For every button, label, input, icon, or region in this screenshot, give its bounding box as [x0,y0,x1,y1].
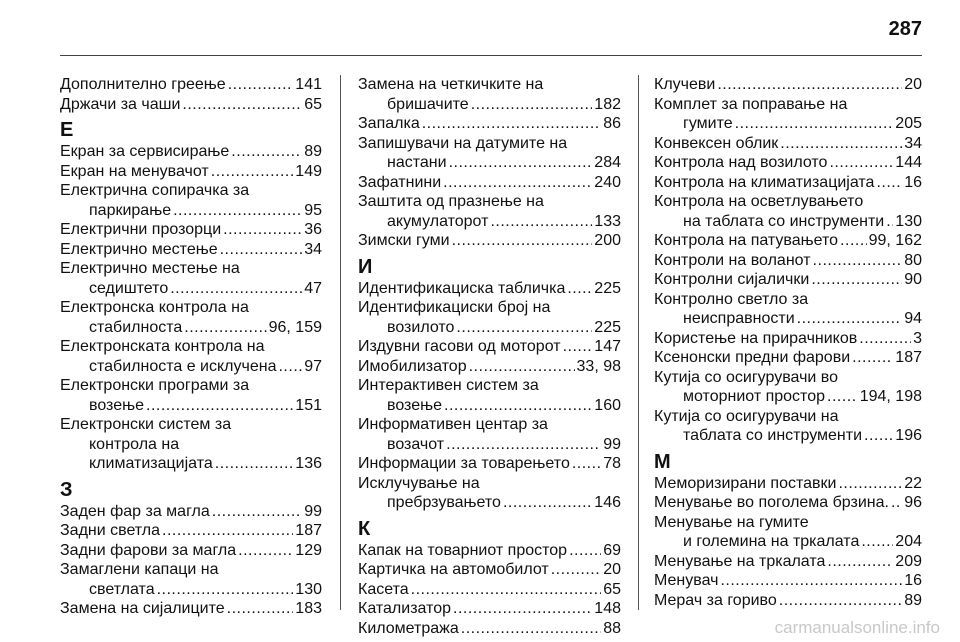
index-entry [60,162,322,182]
leader-dots [449,153,593,173]
index-entry-text: Дополнително греење [60,76,226,93]
index-page-ref: 20 [904,76,922,93]
leader-dots [886,212,893,232]
index-entry-text: Менување на гумите [654,513,809,531]
index-entry [60,181,322,220]
index-entry-text: Ксенонски предни фарови [654,349,851,366]
leader-dots [146,396,293,416]
index-entry-text: Кутија со осигурувачи во [654,368,839,386]
index-entry [654,348,922,368]
leader-dots [215,454,294,474]
index-page-ref: 204 [895,533,922,550]
index-page-ref: 225 [594,318,621,336]
leader-dots [238,541,293,561]
index-entry-text: Кутија со осигурувачи на [654,407,839,425]
index-entry [654,493,922,513]
index-entry-text: бришачите [387,95,469,113]
index-entry-text: контрола на [89,435,180,453]
index-entry [60,75,322,95]
index-entry [358,541,621,561]
index-page-ref: 99 [603,435,621,453]
index-page-ref: 240 [594,173,621,191]
index-entry-text: седиштето [89,279,169,297]
index-entry [654,270,922,290]
index-entry [60,220,322,240]
index-column-3 [654,75,922,610]
index-entry-text: Задни светла [60,522,161,539]
index-page-ref: 147 [594,338,621,355]
index-entry-text: Километража [358,619,459,637]
index-entry-text: Електрична сопирачка за [60,182,250,199]
leader-dots [443,173,592,193]
index-page-ref: 36 [304,221,322,238]
index-entry [654,329,922,349]
index-page-ref: 160 [594,396,621,414]
leader-dots [720,571,902,591]
leader-dots [852,348,893,368]
index-letter-heading: Е [60,119,74,141]
index-entry [358,75,621,114]
leader-dots [813,251,903,271]
index-entry-text: таблата со инструменти [683,427,863,444]
index-page-ref: 96 [904,494,922,511]
index-entry-text: Екран за сервисирање [60,143,230,160]
index-entry-text: неисправности [683,310,795,327]
index-page-ref: 88 [603,619,621,637]
index-page-ref: 34 [904,134,922,152]
index-page-ref: 200 [594,232,621,249]
index-entry [60,502,322,522]
leader-dots [453,599,592,619]
leader-dots [891,493,902,513]
index-entry [60,560,322,599]
index-entry-text: Држачи за чаши [60,95,181,113]
index-entry [654,571,922,591]
index-entry-text: стабилноста е исклучена [89,357,277,375]
index-entry-text: возење [387,396,442,414]
leader-dots [779,591,902,611]
leader-dots [876,173,902,193]
leader-dots [864,426,893,446]
index-page-ref: 89 [304,143,322,160]
index-entry [358,454,621,474]
index-entry [358,415,621,454]
index-entry [358,337,621,357]
index-entry [60,95,322,115]
index-entry-text: гумите [683,115,733,132]
leader-dots [170,279,302,299]
index-entry-text: Интерактивен систем за [358,377,539,394]
index-entry-text: Имобилизатор [358,357,467,375]
index-entry-text: возилото [387,318,455,336]
index-entry-text: Исклучување на [358,474,480,492]
index-entry [60,415,322,474]
index-letter-heading: М [654,450,671,473]
index-entry-text: стабилноста [89,318,183,336]
leader-dots [212,502,302,522]
leader-dots [735,114,894,134]
index-entry [654,407,922,446]
index-entry [358,279,621,299]
index-page-ref: 130 [895,212,922,230]
index-page-ref: 194, 198 [859,388,922,405]
index-page-ref: 196 [895,427,922,444]
index-page-ref: 136 [295,455,322,472]
index-page-ref: 151 [295,396,322,414]
leader-dots [572,454,601,474]
index-page-ref: 182 [594,95,621,113]
index-page-ref: 86 [603,115,621,132]
index-entry [654,134,922,154]
index-column-1 [60,75,322,619]
index-page-ref: 187 [895,349,922,366]
leader-dots [471,95,593,115]
index-page-ref: 95 [304,201,322,219]
leader-dots [503,493,592,513]
index-entry-text: Контролни сијалички [654,271,810,288]
index-entry-text: моторниот простор [683,388,825,405]
index-entry-text: на таблата со инструменти [683,212,885,230]
index-entry [60,541,322,561]
column-divider [638,75,639,610]
index-entry [358,231,621,251]
index-page-ref: 22 [904,474,922,492]
index-entry-text: Заштита од празнење на [358,193,544,210]
index-entry-text: Замаглени капаци на [60,561,219,578]
index-entry-text: светлата [89,580,155,598]
leader-dots [422,114,601,134]
index-page-ref: 209 [895,552,922,570]
leader-dots [780,134,902,154]
index-page-ref: 130 [295,580,322,598]
leader-dots [228,75,294,95]
leader-dots [827,552,893,572]
index-entry-text: настани [387,154,447,171]
index-page-ref: 89 [904,591,922,609]
index-page-ref: 3 [913,329,922,347]
leader-dots [278,357,302,377]
index-entry [358,192,621,231]
index-entry-text: Контроли на воланот [654,251,811,269]
index-entry [60,599,322,619]
index-entry [358,474,621,513]
index-page-ref: 96, 159 [268,318,322,336]
index-entry-text: Контролно светло за [654,290,809,308]
index-page-ref: 94 [904,310,922,327]
column-divider [340,75,341,610]
watermark: carmanualsonline.info [774,618,940,637]
index-page-ref: 16 [904,173,922,191]
index-entry-text: Менување во поголема брзина. [654,494,889,511]
leader-dots [220,240,303,260]
index-entry-text: возачот [387,435,445,453]
index-entry [358,173,621,193]
index-entry [358,357,621,377]
index-entry-text: Конвексен облик [654,134,779,152]
index-page-ref: 149 [295,162,322,180]
leader-dots [227,599,294,619]
index-entry [60,337,322,376]
index-entry [654,290,922,329]
index-page-ref: 69 [603,541,621,559]
index-entry-text: Катализатор [358,600,452,617]
leader-dots [551,560,601,580]
index-letter-heading: К [358,517,371,540]
index-page-ref: 80 [904,251,922,269]
index-entry [654,231,922,251]
index-page-ref: 146 [594,494,621,511]
leader-dots [173,201,302,221]
index-entry [654,368,922,407]
leader-dots [563,337,593,357]
index-entry-text: Издувни гасови од моторот [358,338,561,355]
index-column-2 [358,75,621,638]
leader-dots [827,387,858,407]
leader-dots [797,309,903,329]
leader-dots [859,329,911,349]
leader-dots [411,580,602,600]
page-number: 287 [888,18,922,40]
index-entry [654,75,922,95]
index-entry-text: Контрола над возилото [654,154,828,171]
index-entry [358,134,621,173]
index-entry-text: Електрични прозорци [60,221,222,238]
index-entry-text: Капак на товарниот простор [358,541,568,559]
index-entry [60,298,322,337]
index-page-ref: 20 [603,561,621,578]
leader-dots [182,95,302,115]
leader-dots [490,212,592,232]
index-entry-text: возење [89,396,144,414]
index-entry [358,560,621,580]
index-entry-text: Информативен центар за [358,416,548,433]
leader-dots [811,270,902,290]
index-entry-text: Комплет за поправање на [654,95,848,113]
leader-dots [452,231,593,251]
leader-dots [444,396,592,416]
index-entry-text: Електронска контрола на [60,299,249,316]
index-entry-text: Електрично местење на [60,260,240,277]
index-entry [654,153,922,173]
index-page-ref: 16 [904,572,922,589]
index-entry [654,591,922,611]
index-page-ref: 183 [295,600,322,617]
leader-dots [211,162,294,182]
index-entry [60,240,322,260]
leader-dots [469,357,575,377]
index-entry-text: климатизацијата [89,455,213,472]
index-entry [654,513,922,552]
index-entry-text: Запишувачи на датумите на [358,134,568,152]
index-letter-heading: И [358,255,373,278]
index-entry [60,376,322,415]
index-entry [654,474,922,494]
index-entry-text: Менување на тркалата [654,552,826,570]
index-entry [358,114,621,134]
index-page-ref: 65 [603,580,621,598]
index-page-ref: 34 [304,240,322,258]
index-entry-text: акумулаторот [387,212,489,230]
index-page-ref: 97 [304,357,322,375]
leader-dots [829,153,893,173]
leader-dots [162,521,293,541]
leader-dots [461,619,601,639]
index-entry-text: Контрола на патувањето [654,232,839,249]
index-entry-text: Идентификациска табличка [358,279,566,297]
index-page-ref: 65 [304,95,322,113]
index-page-ref: 148 [594,600,621,617]
index-page-ref: 141 [295,76,322,93]
index-entry-text: Зафатнини [358,173,442,191]
index-entry-text: паркирање [89,201,172,219]
leader-dots [717,75,902,95]
leader-dots [840,231,867,251]
leader-dots [861,532,893,552]
index-entry [358,599,621,619]
index-entry-text: Контрола на осветлувањето [654,193,864,210]
index-entry-text: Задни фарови за магла [60,541,237,559]
index-entry [358,619,621,639]
index-entry-text: Зимски гуми [358,232,450,249]
index-page-ref: 99, 162 [868,232,922,249]
leader-dots [184,318,266,338]
index-entry [358,580,621,600]
index-entry [358,298,621,337]
leader-dots [231,142,302,162]
index-entry-text: Мерач за гориво [654,591,777,609]
index-entry [654,552,922,572]
leader-dots [569,541,601,561]
index-letter-heading: З [60,478,73,501]
leader-dots [157,580,294,600]
header-rule [60,55,922,56]
index-entry-text: Заден фар за магла [60,502,210,520]
leader-dots [456,318,592,338]
index-page-ref: 99 [304,502,322,520]
index-entry-text: и големина на тркалата [683,533,860,550]
index-entry [654,251,922,271]
index-entry-text: Касета [358,580,409,598]
index-entry [654,192,922,231]
index-entry-text: Клучеви [654,76,716,93]
leader-dots [446,435,601,455]
index-entry-text: Електронската контрола на [60,338,265,355]
index-entry [60,142,322,162]
index-entry [60,521,322,541]
index-entry-text: Електронски програми за [60,377,250,394]
index-entry-text: Замена на четкичките на [358,76,544,93]
index-page-ref: 284 [594,154,621,171]
index-entry [60,259,322,298]
index-page-ref: 205 [895,115,922,132]
leader-dots [838,474,902,494]
leader-dots [223,220,302,240]
index-entry-text: Идентификациски број на [358,299,551,316]
index-page-ref: 47 [304,279,322,297]
index-page-ref: 33, 98 [576,357,621,375]
index-entry [654,95,922,134]
index-entry [654,173,922,193]
index-page-ref: 144 [895,154,922,171]
index-page-ref: 90 [904,271,922,288]
index-entry-text: Менувач [654,572,719,589]
index-entry-text: Контрола на климатизацијата [654,173,875,191]
index-page-ref: 78 [603,455,621,472]
index-entry-text: Запалка [358,115,420,132]
index-entry-text: Замена на сијалиците [60,600,225,617]
index-page-ref: 187 [295,522,322,539]
index-page-ref: 133 [594,212,621,230]
index-entry-text: Картичка на автомобилот [358,561,549,578]
index-entry [358,376,621,415]
index-entry-text: Електронски систем за [60,416,232,433]
index-page-ref: 225 [594,279,621,297]
index-entry-text: пребрзувањето [387,494,501,511]
index-entry-text: Електрично местење [60,240,218,258]
index-entry-text: Информации за товарењето [358,455,570,472]
index-entry-text: Меморизирани поставки [654,474,837,492]
leader-dots [567,279,592,299]
index-entry-text: Екран на менувачот [60,162,209,180]
index-page-ref: 129 [295,541,322,559]
index-entry-text: Користење на прирачников [654,329,858,347]
